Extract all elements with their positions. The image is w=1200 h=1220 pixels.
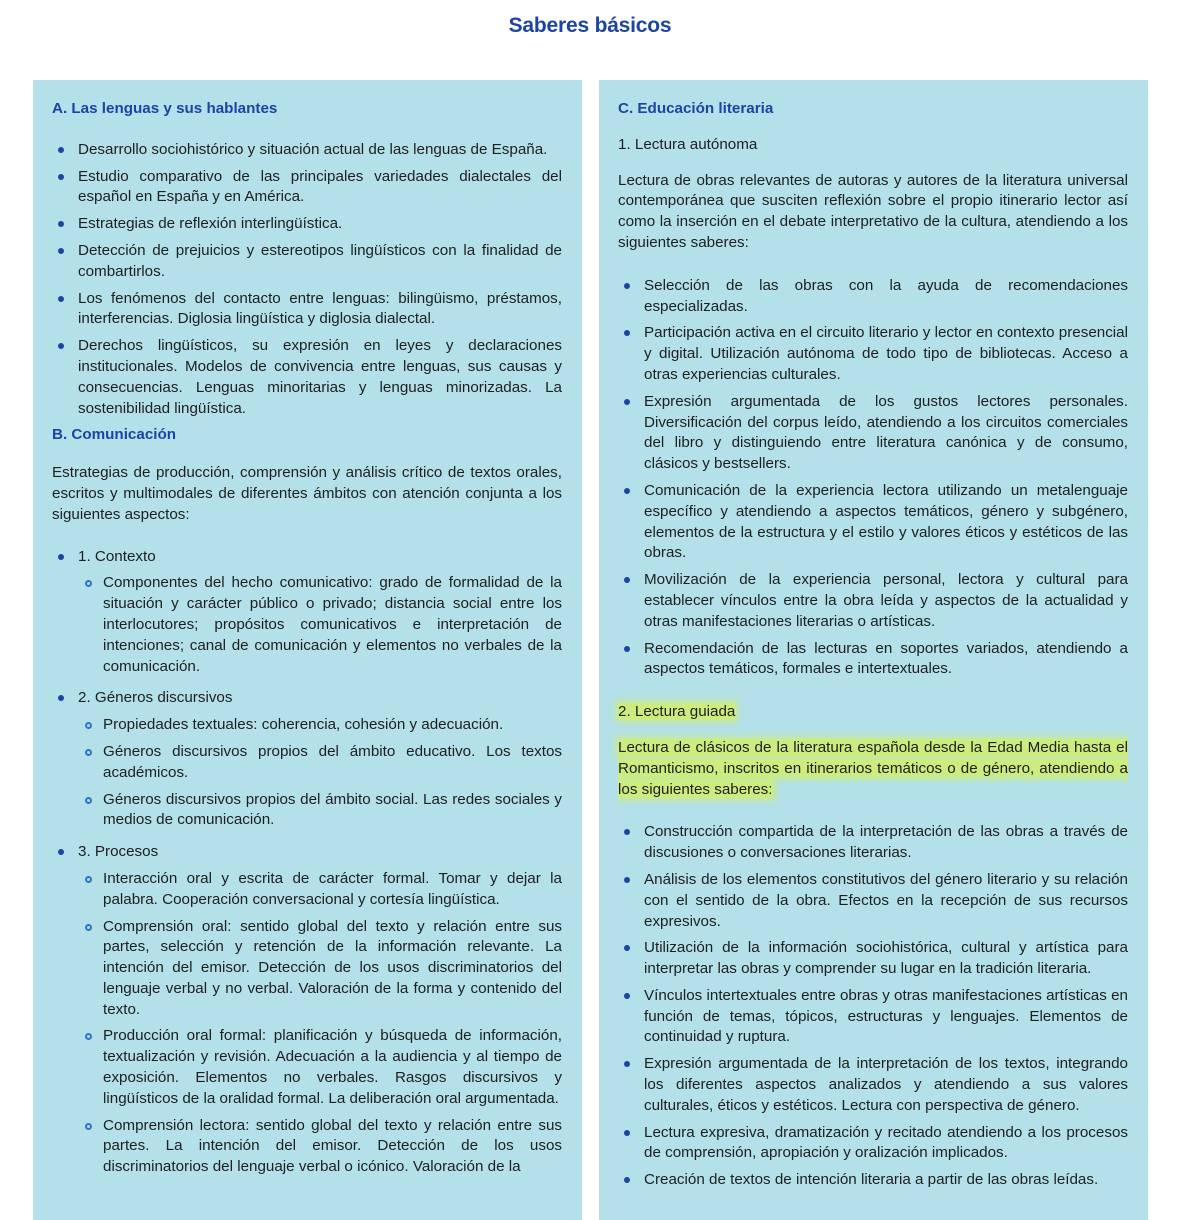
list-item: Comunicación de la experiencia lectora utilizando un metalenguaje específico y atendiendo a aspectos temáticos, género y subgénero, elementos de la estructura y el estilo y valores éticos y estéticos de las obras. <box>618 481 1128 564</box>
subsection-intro <box>618 738 1128 800</box>
sub-list-item: Interacción oral y escrita de carácter formal. Tomar y dejar la palabra. Cooperación conversacional y cortesía lingüística. <box>78 869 562 911</box>
sub-list-item: Producción oral formal: planificación y búsqueda de información, textualización y revisión. Adecuación a la audiencia y al tiempo de exposición. Elementos no verbales. Rasgos discursivos y lingüísticos de la oralidad formal. La deliberación oral argumentada. <box>78 1026 562 1109</box>
list-item: Detección de prejuicios y estereotipos lingüísticos con la finalidad de combartirlos. <box>52 241 562 283</box>
section-a-title: A. Las lenguas y sus hablantes <box>52 100 278 117</box>
list-item: Estrategias de reflexión interlingüística. <box>52 214 562 235</box>
group-contexto <box>52 547 562 678</box>
list-item: Utilización de la información sociohistórica, cultural y artística para interpretar las obras y comprender su lugar en la tradición literaria. <box>618 938 1128 980</box>
section-a-list <box>52 140 562 420</box>
section-c-title: C. Educación literaria <box>618 100 774 117</box>
sub-list <box>78 573 562 677</box>
list-item: Construcción compartida de la interpretación de las obras a través de discusiones o conversaciones literarias. <box>618 822 1128 864</box>
sub-list-item: Géneros discursivos propios del ámbito social. Las redes sociales y medios de comunicación. <box>78 790 562 832</box>
list-item: Expresión argumentada de los gustos lectores personales. Diversificación del corpus leído, atendiendo a los circuitos comerciales del libro y distinguiendo entre literatura canónica y de consumo, clásicos y bestsellers. <box>618 392 1128 475</box>
list-item: Selección de las obras con la ayuda de recomendaciones especializadas. <box>618 276 1128 318</box>
sub-list-item: Propiedades textuales: coherencia, cohesión y adecuación. <box>78 715 562 736</box>
lectura-guiada-list <box>618 822 1128 1191</box>
list-item: Movilización de la experiencia personal, lectora y cultural para establecer vínculos entre la obra leída y aspectos de la actualidad y otras manifestaciones literarias o artísticas. <box>618 570 1128 632</box>
list-item: Creación de textos de intención literaria a partir de las obras leídas. <box>618 1170 1128 1191</box>
list-item: Participación activa en el circuito literario y lector en contexto presencial y digital. Utilización autónoma de todo tipo de bibliotecas. Acceso a otras experiencias culturales. <box>618 323 1128 385</box>
list-item: Derechos lingüísticos, su expresión en leyes y declaraciones institucionales. Modelos de convivencia entre lenguas, sus causas y consecuencias. Lenguas minoritarias y lenguas minorizadas. La sostenibilidad lingüística. <box>52 336 562 419</box>
list-item: Estudio comparativo de las principales variedades dialectales del español en España y en América. <box>52 167 562 209</box>
highlighted-intro: Lectura de clásicos de la literatura española desde la Edad Media hasta el Romanticismo, inscritos en itinerarios temáticos o de género, atendiendo a los siguientes saberes: <box>618 738 1128 798</box>
group-generos <box>52 688 562 831</box>
list-item: Análisis de los elementos constitutivos del género literario y su relación con el sentido de la obra. Efectos en la recepción de sus recursos expresivos. <box>618 870 1128 932</box>
sub-list <box>78 715 562 831</box>
page-title: Saberes básicos <box>508 14 672 37</box>
section-b-groups <box>52 547 562 1179</box>
lectura-autonoma-list <box>618 276 1128 680</box>
list-item: Los fenómenos del contacto entre lenguas: bilingüismo, préstamos, interferencias. Diglosia lingüística y diglosia dialectal. <box>52 289 562 331</box>
right-panel <box>599 80 1148 1220</box>
sub-list-item: Géneros discursivos propios del ámbito educativo. Los textos académicos. <box>78 742 562 784</box>
group-procesos <box>52 842 562 1178</box>
list-item: Vínculos intertextuales entre obras y otras manifestaciones artísticas en función de temas, tópicos, estructuras y lenguajes. Elementos de continuidad y ruptura. <box>618 986 1128 1048</box>
sub-list-item: Comprensión lectora: sentido global del texto y relación entre sus partes. La intención del emisor. Detección de los usos discriminatorios del lenguaje verbal o icónico. Valoración de la <box>78 1116 562 1178</box>
subsection-label <box>618 702 1128 723</box>
section-b-intro: Estrategias de producción, comprensión y análisis crítico de textos orales, escritos y multimodales de diferentes ámbitos con atención conjunta a los siguientes aspectos: <box>52 464 562 523</box>
sub-list-item: Comprensión oral: sentido global del texto y relación entre sus partes, selección y retención de la información relevante. La intención del emisor. Detección de los usos discriminatorios del lenguaje verbal y no verbal. Valoración de la forma y contenido del texto. <box>78 917 562 1021</box>
sub-list <box>78 869 562 1178</box>
list-item: Expresión argumentada de la interpretación de los textos, integrando los diferentes aspectos analizados y atendiendo a sus valores culturales, éticos y estéticos. Lectura con perspectiva de género. <box>618 1054 1128 1116</box>
highlighted-label: 2. Lectura guiada <box>618 703 736 721</box>
sub-list-item: Componentes del hecho comunicativo: grado de formalidad de la situación y carácter público o privado; distancia social entre los interlocutores; propósitos comunicativos e interpretación de intenciones; canal de comunicación y elementos no verbales de la comunicación. <box>78 573 562 677</box>
group-label: 3. Procesos <box>78 843 159 861</box>
subsection-intro: Lectura de obras relevantes de autoras y autores de la literatura universal contemporánea que susciten reflexión sobre el propio itinerario lector así como la inserción en el debate interpretativo de la cultura, atendiendo a los siguientes saberes: <box>618 171 1128 251</box>
section-b-title: B. Comunicación <box>52 426 177 444</box>
subsection-label: 1. Lectura autónoma <box>618 135 758 153</box>
list-item: Lectura expresiva, dramatización y recitado atendiendo a los procesos de comprensión, apropiación y oralización implicados. <box>618 1123 1128 1165</box>
group-label: 2. Géneros discursivos <box>78 689 233 707</box>
list-item: Desarrollo sociohistórico y situación actual de las lenguas de España. <box>52 140 562 161</box>
list-item: Recomendación de las lecturas en soportes variados, atendiendo a aspectos temáticos, formales e intertextuales. <box>618 639 1128 681</box>
group-label: 1. Contexto <box>78 547 156 565</box>
left-panel <box>33 80 582 1220</box>
